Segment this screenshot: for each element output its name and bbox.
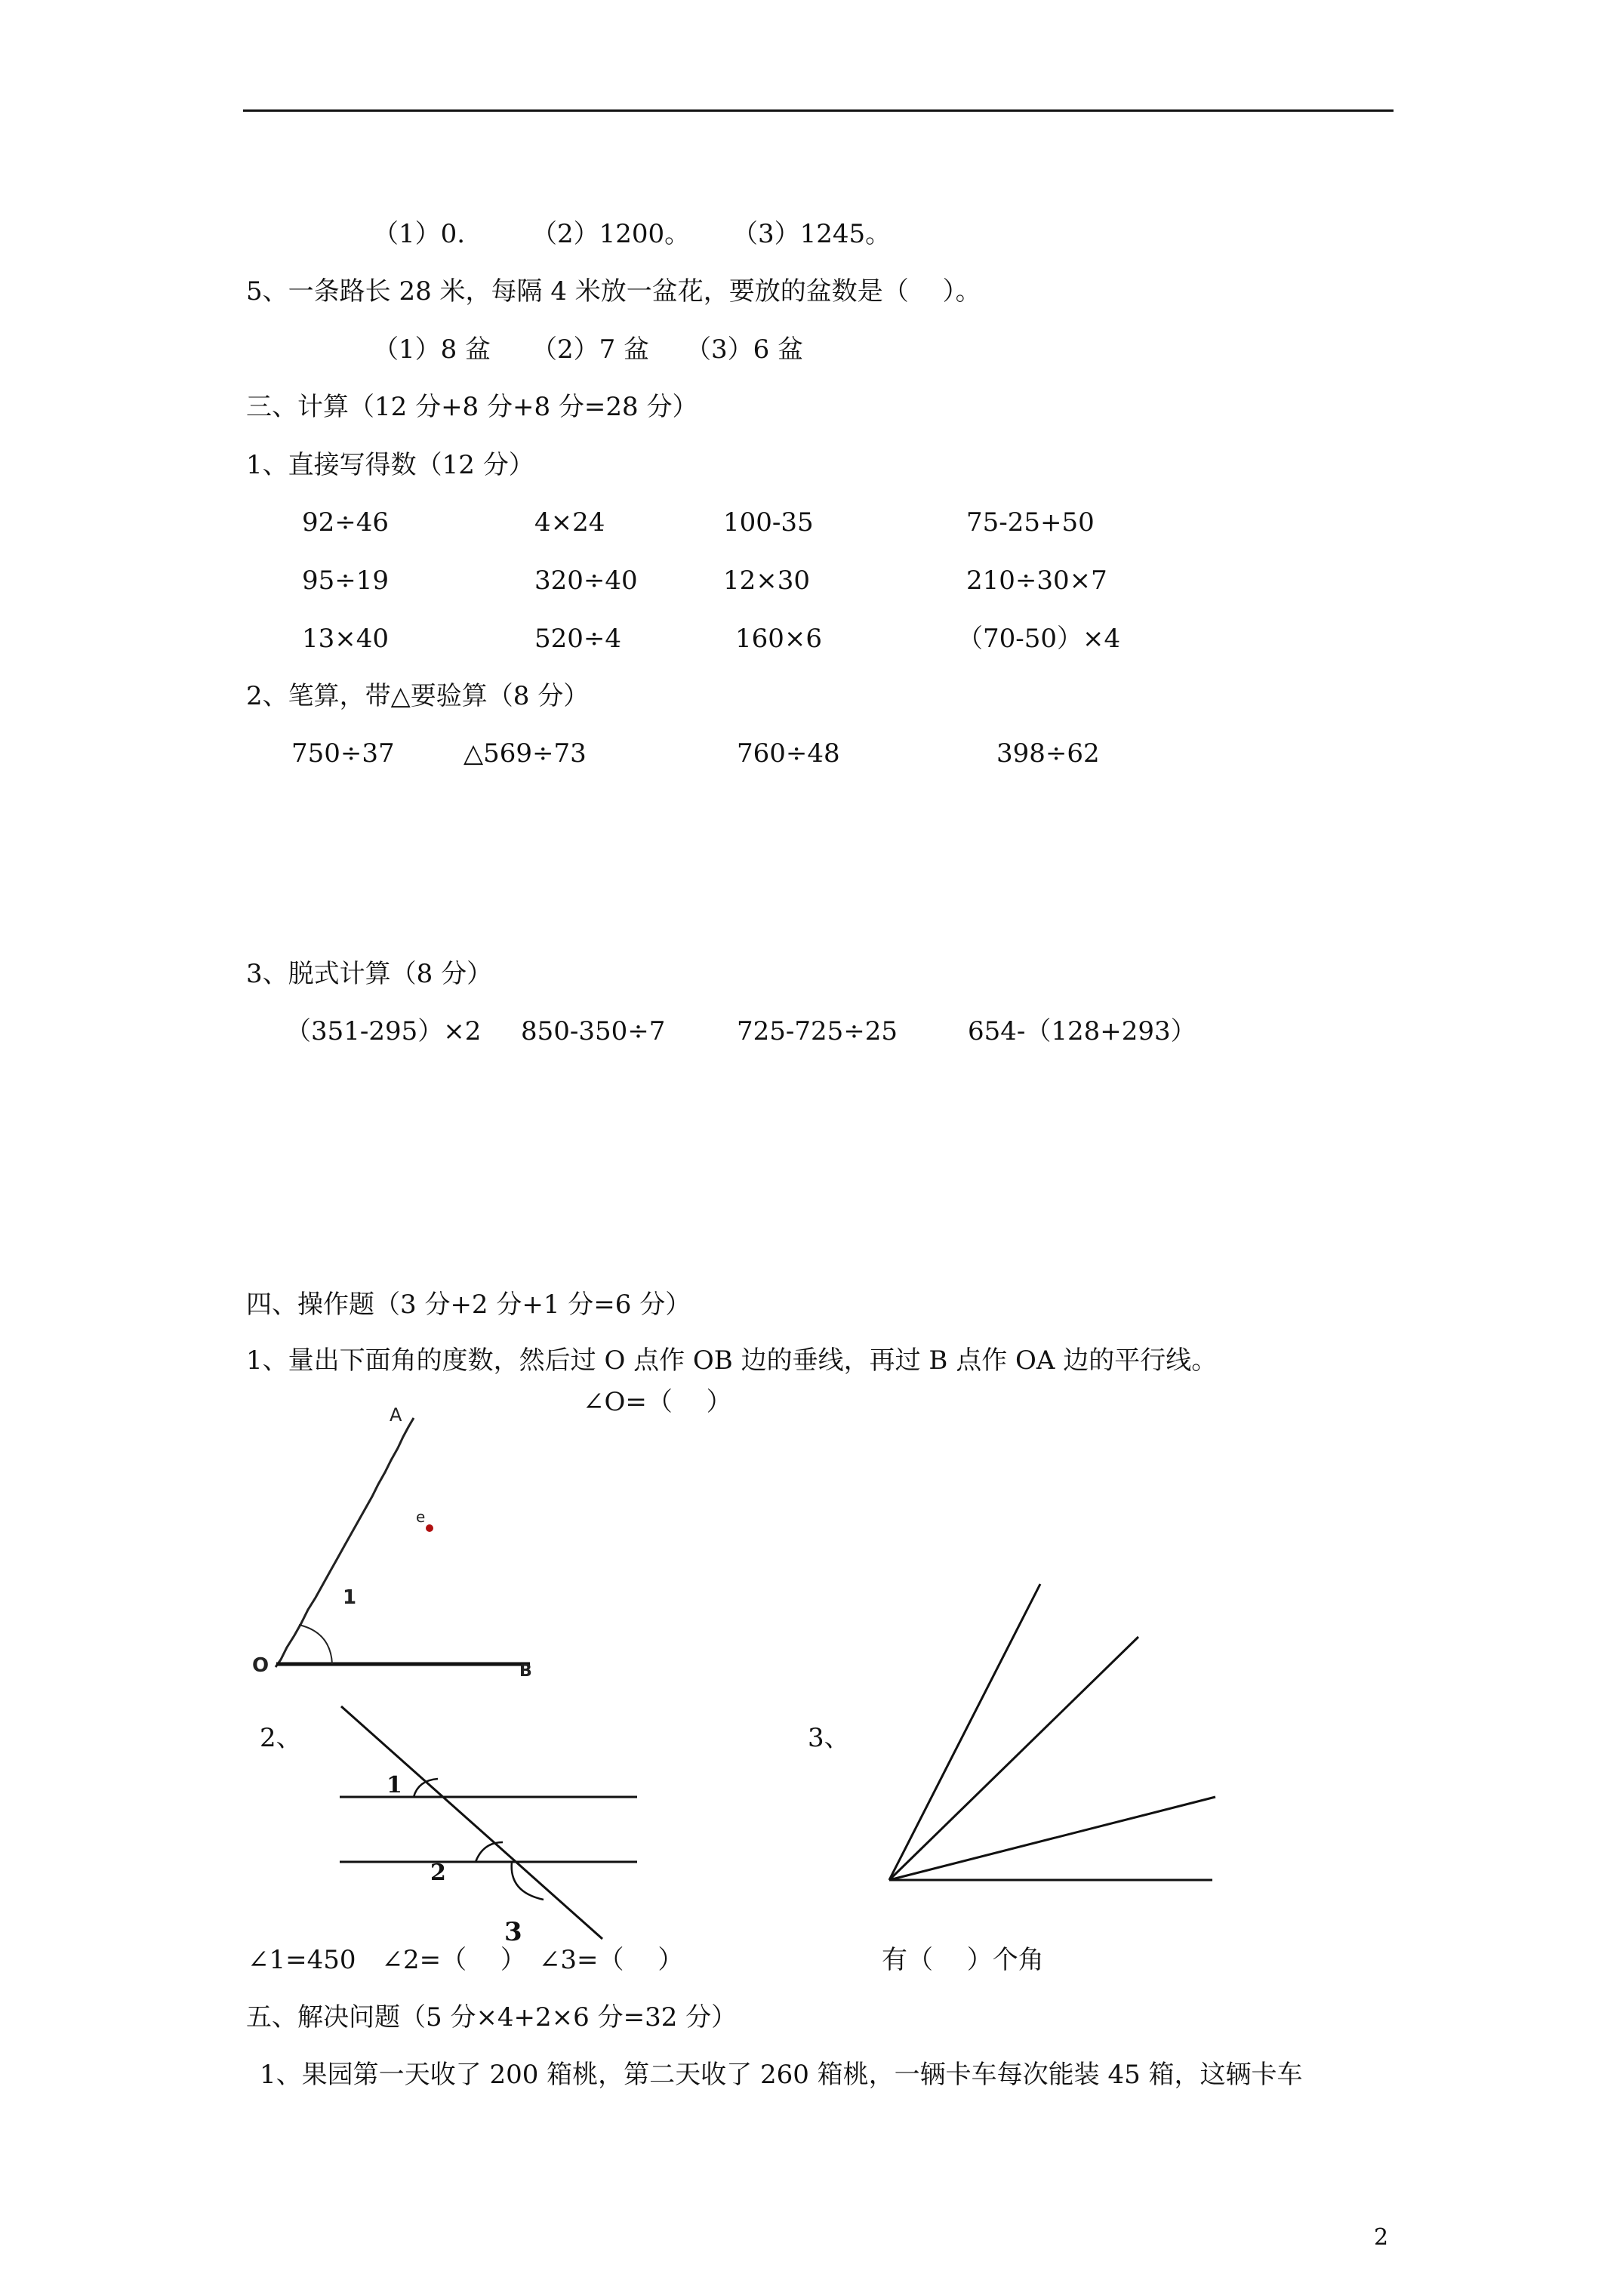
calc-item: 95÷19 (302, 566, 390, 596)
written-calc-item: 398÷62 (996, 738, 1100, 769)
angle-o-blank: ∠O=（ ） (583, 1387, 732, 1417)
angle-arc (299, 1625, 332, 1664)
label-o: O (252, 1654, 269, 1677)
q5-option-2: （2）7 盆 (531, 334, 650, 365)
ray-3 (889, 1797, 1215, 1880)
calc-item: 160×6 (735, 624, 823, 654)
label-3: 3 (504, 1917, 522, 1947)
step-calc-item: （351-295）×2 (285, 1016, 482, 1046)
ray-oa (276, 1418, 414, 1667)
calc-item: 4×24 (534, 507, 605, 538)
label-b: B (519, 1662, 532, 1681)
q5-option-1: （1）8 盆 (373, 334, 491, 365)
section4-q1-text: 1、量出下面角的度数，然后过 O 点作 OB 边的垂线，再过 B 点作 OA 边的平行线。 (246, 1345, 1218, 1376)
written-calc-item: 750÷37 (291, 738, 395, 769)
rays-figure (883, 1578, 1246, 1895)
written-calc-item: 760÷48 (737, 738, 840, 769)
section3-part3-title: 3、脱式计算（8 分） (246, 959, 493, 989)
page-number: 2 (1374, 2224, 1389, 2251)
ray-1 (889, 1584, 1040, 1880)
calc-item: 210÷30×7 (966, 566, 1107, 596)
q5-text: 5、一条路长 28 米，每隔 4 米放一盆花，要放的盆数是（ ）。 (246, 276, 981, 307)
point-e (426, 1524, 433, 1532)
calc-item: 320÷40 (534, 566, 638, 596)
section5-q1-text: 1、果园第一天收了 200 箱桃，第二天收了 260 箱桃，一辆卡车每次能装 45 箱，这辆卡车 (260, 2060, 1303, 2090)
label-2: 2 (430, 1860, 446, 1886)
angle-aob-figure (242, 1404, 559, 1691)
q2-number: 2、 (260, 1723, 302, 1753)
step-calc-item: 725-725÷25 (737, 1016, 898, 1046)
label-a: A (390, 1404, 402, 1425)
q2-answer-line: ∠1=450 ∠2=（ ） ∠3=（ ） (248, 1945, 684, 1975)
step-calc-item: 654-（128+293） (968, 1016, 1196, 1046)
q4-option-3: （3）1245。 (732, 219, 892, 249)
label-1: 1 (387, 1772, 402, 1798)
calc-item: 75-25+50 (966, 507, 1095, 538)
calc-item: 92÷46 (302, 507, 390, 538)
calc-item: 13×40 (302, 624, 390, 654)
calc-item: 100-35 (723, 507, 814, 538)
calc-item: 520÷4 (534, 624, 622, 654)
calc-item: 12×30 (723, 566, 811, 596)
parallel-lines-figure (325, 1705, 642, 1946)
q5-option-3: （3）6 盆 (685, 334, 804, 365)
step-calc-item: 850-350÷7 (521, 1016, 666, 1046)
q4-option-1: （1）0. (373, 219, 466, 249)
header-rule (243, 109, 1394, 112)
calc-item: （70-50）×4 (957, 624, 1121, 654)
section3-part1-title: 1、直接写得数（12 分） (246, 450, 534, 480)
q3-answer-line: 有（ ）个角 (882, 1945, 1044, 1975)
written-calc-item: △569÷73 (463, 738, 587, 769)
q4-option-2: （2）1200。 (531, 219, 691, 249)
label-angle-1: 1 (343, 1586, 357, 1609)
section4-title: 四、操作题（3 分+2 分+1 分=6 分） (246, 1290, 691, 1320)
section3-title: 三、计算（12 分+8 分+8 分=28 分） (246, 392, 698, 422)
ray-2 (889, 1637, 1138, 1880)
label-e: e (416, 1508, 426, 1526)
section3-part2-title: 2、笔算，带△要验算（8 分） (246, 681, 590, 711)
q3-number: 3、 (808, 1723, 850, 1753)
transversal-line (341, 1706, 602, 1939)
section5-title: 五、解决问题（5 分×4+2×6 分=32 分） (246, 2002, 738, 2032)
